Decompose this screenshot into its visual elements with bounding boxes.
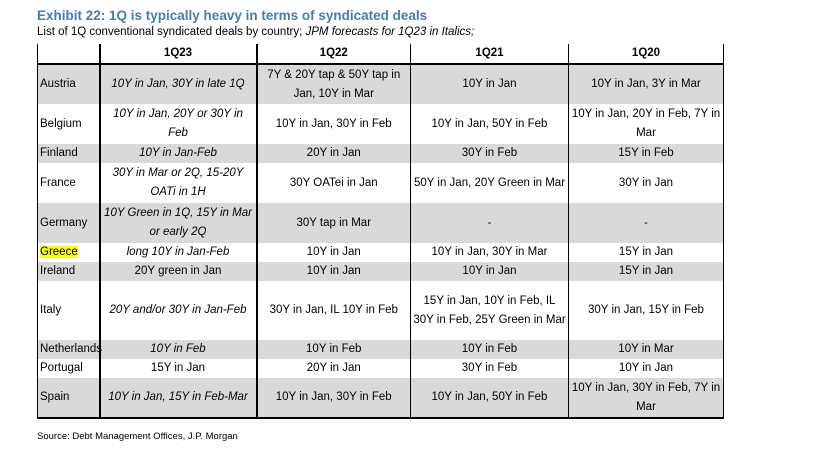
cell-1q22: 30Y OATei in Jan: [257, 163, 411, 203]
cell-1q20: 10Y in Jan, 30Y in Feb, 7Y in Mar: [569, 378, 724, 418]
country-label: [38, 281, 100, 340]
header-1q21: 1Q21: [411, 44, 569, 64]
header-row: [38, 44, 724, 64]
cell-1q23: 10Y in Jan-Feb: [100, 144, 257, 163]
table-row: [38, 340, 724, 359]
cell-1q22: 20Y in Jan: [257, 144, 411, 163]
cell-1q23: 30Y in Mar or 2Q, 15-20Y OATi in 1H: [100, 163, 257, 203]
country-label: [38, 64, 100, 104]
country-name: Belgium: [40, 117, 82, 130]
country-label: [38, 378, 100, 418]
cell-1q23: 10Y in Jan, 20Y or 30Y in Feb: [100, 104, 257, 144]
cell-1q22: 10Y in Jan: [257, 243, 411, 262]
country-name: Portugal: [40, 362, 83, 374]
table-row: [38, 203, 724, 243]
exhibit-title: Exhibit 22: 1Q is typically heavy in terms of syndicated deals: [37, 8, 428, 23]
table-row: [38, 163, 724, 203]
header-1q22: 1Q22: [257, 44, 411, 64]
header-country: [38, 44, 100, 64]
cell-1q20: -: [569, 203, 724, 243]
country-name: Austria: [40, 78, 76, 90]
table-row: [38, 281, 724, 340]
cell-1q22: 7Y & 20Y tap & 50Y tap in Jan, 10Y in Mar: [257, 64, 411, 104]
country-name: Ireland: [40, 265, 76, 277]
cell-1q22: 20Y in Jan: [257, 359, 411, 378]
cell-1q21: 10Y in Jan: [411, 64, 569, 104]
cell-1q23: 10Y Green in 1Q, 15Y in Mar or early 2Q: [100, 203, 257, 243]
cell-1q20: 10Y in Jan, 3Y in Mar: [569, 64, 724, 104]
table-row: [38, 262, 724, 281]
source-note: Source: Debt Management Offices, J.P. Morgan: [37, 431, 238, 442]
country-label: [38, 163, 100, 203]
table-row: [38, 104, 724, 144]
cell-1q21: 30Y in Feb: [411, 359, 569, 378]
country-label: [38, 262, 100, 281]
table-row: [38, 378, 724, 418]
cell-1q22: 10Y in Jan: [257, 262, 411, 281]
country-label: [38, 144, 100, 163]
cell-1q21: 10Y in Jan: [411, 262, 569, 281]
cell-1q20: 10Y in Jan, 20Y in Feb, 7Y in Mar: [569, 104, 724, 144]
cell-1q21: -: [411, 203, 569, 243]
cell-1q22: 30Y tap in Mar: [257, 203, 411, 243]
table-row: [38, 243, 724, 262]
cell-1q21: 10Y in Feb: [411, 340, 569, 359]
cell-1q21: 50Y in Jan, 20Y Green in Mar: [411, 163, 569, 203]
cell-1q20: 15Y in Feb: [569, 144, 724, 163]
table-row: [38, 359, 724, 378]
country-name: France: [40, 176, 76, 189]
cell-1q20: 10Y in Mar: [569, 340, 724, 359]
cell-1q21: 15Y in Jan, 10Y in Feb, IL 30Y in Feb, 25Y Green in Mar: [411, 281, 569, 340]
cell-1q22: 10Y in Feb: [257, 340, 411, 359]
subtitle-plain: List of 1Q conventional syndicated deals by country;: [37, 26, 306, 38]
cell-1q23: 15Y in Jan: [100, 359, 257, 378]
cell-1q21: 10Y in Jan, 50Y in Feb: [411, 378, 569, 418]
cell-1q20: 30Y in Jan: [569, 163, 724, 203]
syndicated-deals-table: [37, 44, 724, 419]
cell-1q23: long 10Y in Jan-Feb: [100, 243, 257, 262]
cell-1q20: 15Y in Jan: [569, 243, 724, 262]
subtitle-italic: JPM forecasts for 1Q23 in Italics;: [305, 26, 475, 38]
country-label: [38, 359, 100, 378]
cell-1q22: 30Y in Jan, IL 10Y in Feb: [257, 281, 411, 340]
cell-1q20: 10Y in Jan: [569, 359, 724, 378]
country-name: Netherlands: [40, 343, 103, 355]
cell-1q22: 10Y in Jan, 30Y in Feb: [257, 104, 411, 144]
exhibit-subtitle: [37, 26, 474, 38]
table-row: [38, 64, 724, 104]
header-1q23: 1Q23: [100, 44, 257, 64]
cell-1q20: 15Y in Jan: [569, 262, 724, 281]
country-name: Spain: [40, 391, 70, 403]
country-label: [38, 104, 100, 144]
cell-1q23: 20Y and/or 30Y in Jan-Feb: [100, 281, 257, 340]
header-1q20: 1Q20: [569, 44, 724, 64]
cell-1q21: 10Y in Jan, 50Y in Feb: [411, 104, 569, 144]
country-name: Greece: [40, 246, 78, 258]
country-name: Finland: [40, 147, 78, 159]
table-row: [38, 144, 724, 163]
country-label: [38, 340, 103, 359]
country-name: Italy: [40, 304, 62, 316]
country-name: Germany: [40, 216, 88, 229]
cell-1q20: 30Y in Jan, 15Y in Feb: [569, 281, 724, 340]
cell-1q23: 20Y green in Jan: [100, 262, 257, 281]
country-label: [38, 203, 100, 243]
cell-1q23: 10Y in Jan, 30Y in late 1Q: [100, 64, 257, 104]
cell-1q21: 10Y in Jan, 30Y in Mar: [411, 243, 569, 262]
cell-1q23: 10Y in Jan, 15Y in Feb-Mar: [100, 378, 257, 418]
country-label: [38, 243, 100, 262]
cell-1q23: 10Y in Feb: [100, 340, 257, 359]
cell-1q21: 30Y in Feb: [411, 144, 569, 163]
cell-1q22: 10Y in Jan, 30Y in Feb: [257, 378, 411, 418]
